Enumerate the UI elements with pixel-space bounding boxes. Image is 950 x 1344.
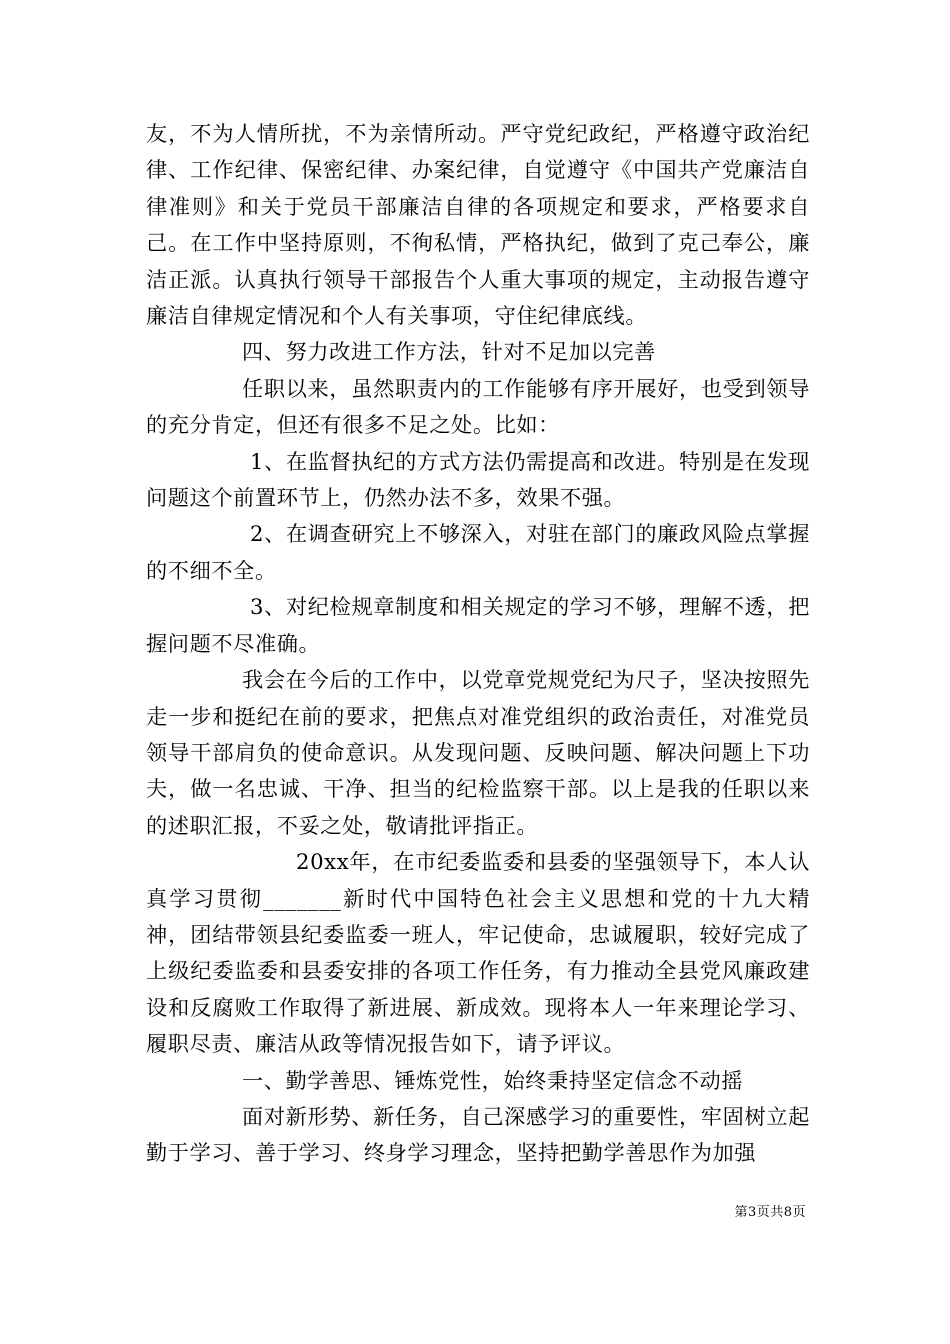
paragraph-annual-report-intro: 20xx年，在市纪委监委和县委的坚强领导下，本人认真学习贯彻_______新时代中国特色社会主义思想和党的十九大精神，团结带领县纪委监委一班人，牢记使命，忠诚履职，较好完成了上级纪委监委和县委安排的各项工作任务，有力推动全县党风廉政建设和反腐败工作取得了新进展、新成效。现将本人一年来理论学习、履职尽责、廉洁从政等情况报告如下，请予评议。 [146, 849, 810, 1057]
page-number-footer: 第3页共8页 [734, 1205, 806, 1220]
section-heading-4: 四、努力改进工作方法，针对不足加以完善 [242, 339, 656, 365]
paragraph-discipline: 友，不为人情所扰，不为亲情所动。严守党纪政纪，严格遵守政治纪律、工作纪律、保密纪律、办案纪律，自觉遵守《中国共产党廉洁自律准则》和关于党员干部廉洁自律的各项规定和要求，严格要求自己。在工作中坚持原则，不徇私情，严格执纪，做到了克己奉公，廉洁正派。认真执行领导干部报告个人重大事项的规定，主动报告遵守廉洁自律规定情况和个人有关事项，守住纪律底线。 [146, 121, 810, 329]
paragraph-shortcomings-intro: 任职以来，虽然职责内的工作能够有序开展好，也受到领导的充分肯定，但还有很多不足之处。比如： [146, 375, 810, 438]
list-item-3: 3、对纪检规章制度和相关规定的学习不够，理解不透，把握问题不尽准确。 [146, 594, 810, 656]
section-heading-1: 一、勤学善思、锤炼党性，始终秉持坚定信念不动摇 [242, 1067, 744, 1093]
paragraph-commitment: 我会在今后的工作中，以党章党规党纪为尺子，坚决按照先走一步和挺纪在前的要求，把焦点对准党组织的政治责任，对准党员领导干部肩负的使命意识。从发现问题、反映问题、解决问题上下功夫，做一名忠诚、干净、担当的纪检监察干部。以上是我的任职以来的述职汇报，不妥之处，敬请批评指正。 [146, 667, 810, 838]
document-body [146, 116, 810, 1172]
list-item-1: 1、在监督执纪的方式方法仍需提高和改进。特别是在发现问题这个前置环节上，仍然办法不多，效果不强。 [146, 448, 810, 511]
list-item-2: 2、在调查研究上不够深入，对驻在部门的廉政风险点掌握的不细不全。 [146, 521, 810, 583]
paragraph-study: 面对新形势、新任务，自己深感学习的重要性，牢固树立起勤于学习、善于学习、终身学习理念，坚持把勤学善思作为加强 [146, 1103, 810, 1166]
